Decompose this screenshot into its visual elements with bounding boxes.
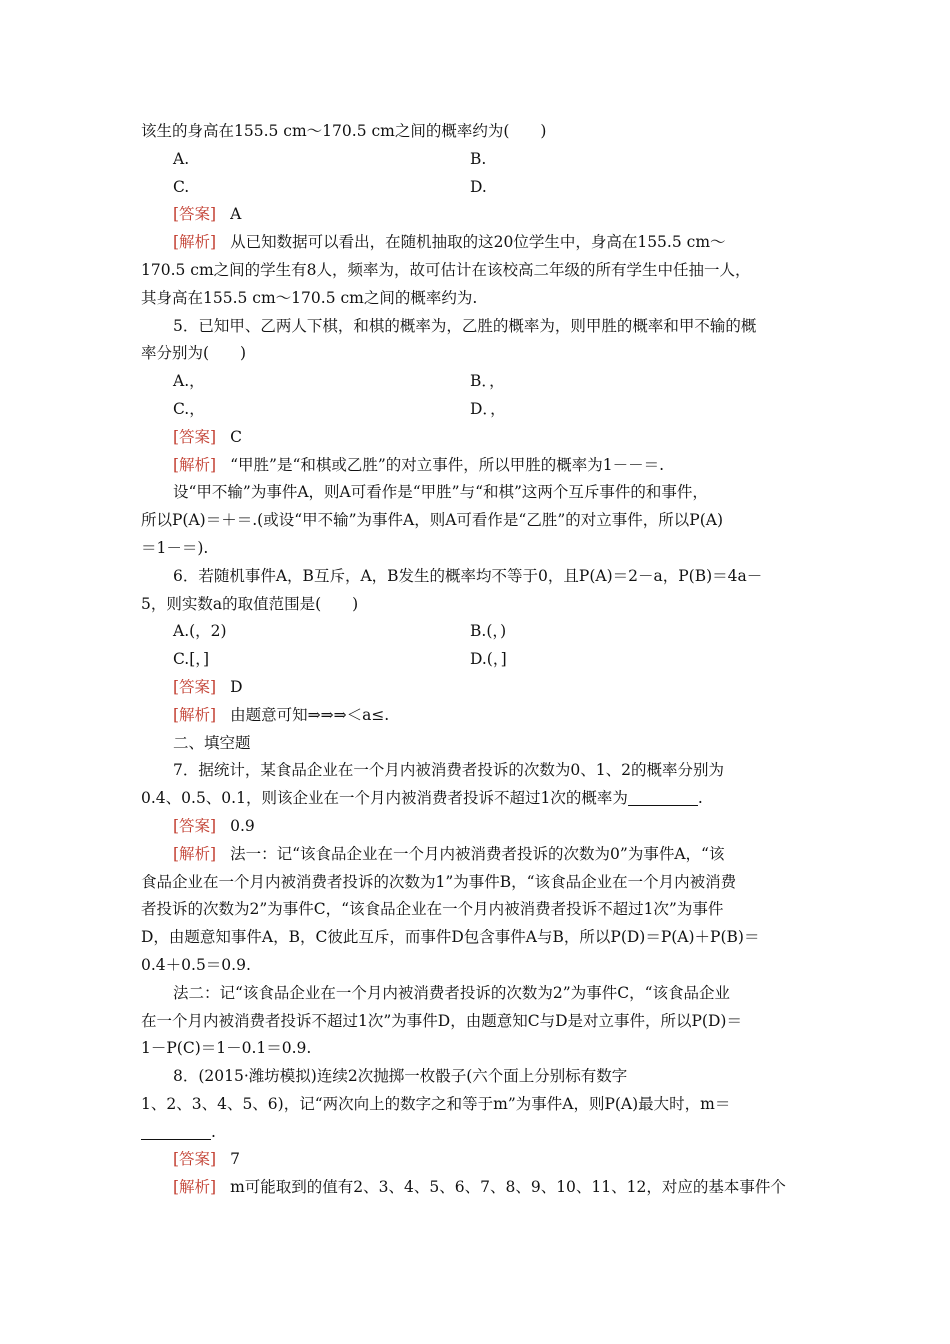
q8-answer (141, 1146, 811, 1174)
q5-stem-line1: 5．已知甲、乙两人下棋，和棋的概率为，乙胜的概率为，则甲胜的概率和甲不输的概 (173, 316, 757, 335)
q4-analysis-line1 (141, 229, 811, 257)
analysis-tag: [解析] (173, 233, 217, 252)
q6-stem-line1: 6．若随机事件A，B互斥，A，B发生的概率均不等于0，且P(A)＝2－a，P(B)＝4a－ (173, 566, 763, 585)
q6-answer (141, 674, 811, 702)
answer-value: 0.9 (230, 816, 255, 835)
fill-blank (628, 789, 698, 806)
answer-tag: [答案] (173, 205, 217, 224)
fill-blank (141, 1123, 211, 1140)
q5-option-c: C.， (173, 399, 205, 418)
q7-analysis-line4: D，由题意知事件A，B，C彼此互斥，而事件D包含事件A与B，所以P(D)＝P(A)＋P(B)＝ (141, 928, 760, 947)
section-title: 二、填空题 (173, 733, 251, 752)
q7-method2-line3: 1－P(C)＝1－0.1＝0.9. (141, 1039, 312, 1058)
analysis-text: 从已知数据可以看出，在随机抽取的这20位学生中，身高在155.5 cm～ (230, 233, 726, 252)
analysis-text: m可能取到的值有2、3、4、5、6、7、8、9、10、11、12，对应的基本事件个 (230, 1178, 786, 1197)
q4-option-c: C. (173, 177, 190, 196)
answer-value: 7 (230, 1150, 240, 1169)
q5-analysis-line4: ＝1－＝). (141, 538, 209, 557)
answer-tag: [答案] (173, 427, 217, 446)
q7-analysis-line3: 者投诉的次数为2”为事件C，“该食品企业在一个月内被消费者投诉不超过1次”为事件 (141, 900, 724, 919)
q4-stem: 该生的身高在155.5 cm～170.5 cm之间的概率约为( ) (141, 122, 547, 140)
q7-stem-text: 0.4、0.5、0.1，则该企业在一个月内被消费者投诉不超过1次的概率为 (141, 789, 628, 808)
analysis-tag: [解析] (173, 455, 217, 474)
q6-options-row2 (141, 646, 811, 674)
q7-analysis-line1 (141, 841, 811, 869)
answer-value: A (230, 205, 242, 224)
analysis-tag: [解析] (173, 1178, 217, 1197)
q8-stem-line1: 8．(2015·潍坊模拟)连续2次抛掷一枚骰子(六个面上分别标有数字 (173, 1067, 628, 1086)
q7-answer (141, 813, 811, 841)
q5-options-row1 (141, 368, 811, 396)
q8-stem-end: . (211, 1122, 216, 1141)
q5-answer (141, 424, 811, 452)
q4-analysis-line3: 其身高在155.5 cm～170.5 cm之间的概率约为. (141, 288, 478, 307)
analysis-text: 法一：记“该食品企业在一个月内被消费者投诉的次数为0”为事件A，“该 (230, 844, 725, 863)
q6-option-d: D.(，] (470, 650, 507, 669)
answer-tag: [答案] (173, 1150, 217, 1169)
q5-analysis-line1 (141, 452, 811, 480)
analysis-text: “甲胜”是“和棋或乙胜”的对立事件，所以甲胜的概率为1－－＝. (230, 455, 665, 474)
q6-stem-line2: 5，则实数a的取值范围是( ) (141, 594, 359, 613)
q5-analysis-line3: 所以P(A)＝＋＝.(或设“甲不输”为事件A，则A可看作是“乙胜”的对立事件，所以P(A) (141, 511, 723, 530)
q7-stem-end: . (697, 789, 703, 808)
document-page (141, 118, 811, 1202)
q7-method2-line1: 法二：记“该食品企业在一个月内被消费者投诉的次数为2”为事件C，“该食品企业 (173, 983, 730, 1002)
q5-option-a: A.， (173, 372, 205, 391)
q6-options-row1 (141, 618, 811, 646)
answer-value: D (230, 677, 243, 696)
q5-option-b: B．， (470, 372, 505, 391)
q5-option-d: D．， (470, 399, 506, 418)
q4-option-b: B. (470, 149, 487, 168)
analysis-tag: [解析] (173, 705, 217, 724)
q6-analysis-line1 (141, 702, 811, 730)
q4-options-row2 (141, 174, 811, 202)
q6-option-b: B.(，) (470, 622, 507, 641)
q7-stem-line1: 7．据统计，某食品企业在一个月内被消费者投诉的次数为0、1、2的概率分别为 (173, 761, 724, 780)
analysis-tag: [解析] (173, 844, 217, 863)
analysis-text: 由题意可知⇒⇒⇒＜a≤. (230, 705, 390, 724)
q8-stem-line2: 1、2、3、4、5、6)，记“两次向上的数字之和等于m”为事件A，则P(A)最大时，m＝ (141, 1094, 731, 1113)
q8-stem-line3 (141, 1119, 811, 1147)
q4-options-row1 (141, 146, 811, 174)
q5-stem-line2: 率分别为( ) (141, 344, 247, 363)
q7-method2-line2: 在一个月内被消费者投诉不超过1次”为事件D，由题意知C与D是对立事件，所以P(D)＝ (141, 1011, 742, 1030)
q4-analysis-line2: 170.5 cm之间的学生有8人，频率为，故可估计在该校高二年级的所有学生中任抽一人， (141, 260, 751, 279)
q4-answer (141, 201, 811, 229)
q6-option-a: A.(，2) (173, 622, 227, 641)
q7-analysis-line5: 0.4＋0.5＝0.9. (141, 955, 251, 974)
q4-option-d: D. (470, 177, 487, 196)
q8-analysis-line1 (141, 1174, 811, 1202)
answer-tag: [答案] (173, 816, 217, 835)
q5-options-row2 (141, 396, 811, 424)
q6-option-c: C.[，] (173, 650, 210, 669)
q4-option-a: A. (173, 149, 190, 168)
answer-tag: [答案] (173, 677, 217, 696)
q7-analysis-line2: 食品企业在一个月内被消费者投诉的次数为1”为事件B，“该食品企业在一个月内被消费 (141, 872, 737, 891)
q5-analysis-line2: 设“甲不输”为事件A，则A可看作是“甲胜”与“和棋”这两个互斥事件的和事件， (173, 483, 708, 502)
q7-stem-line2 (141, 785, 811, 813)
answer-value: C (230, 427, 242, 446)
